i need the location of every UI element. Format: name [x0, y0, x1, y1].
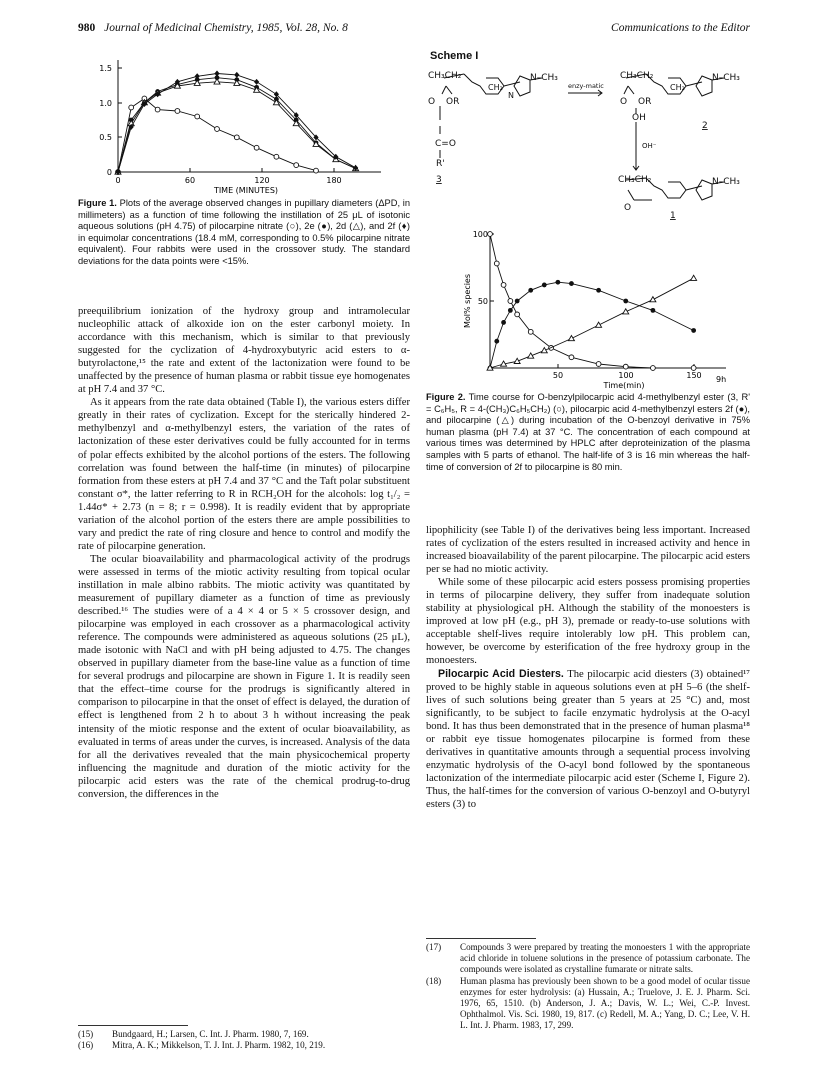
section-title: Communications to the Editor: [611, 22, 750, 34]
scheme-label-hydroxide: OH⁻: [642, 142, 657, 150]
fig1-xtick-0: 60: [184, 176, 196, 185]
scheme-label-o-3: O: [624, 203, 632, 213]
fig1-xtick-1: 120: [254, 176, 270, 185]
series-1-line: [118, 78, 356, 172]
fig2-extra-tick: 9h: [716, 375, 727, 384]
series-3-line: [118, 74, 356, 173]
scheme-label-or: OR: [446, 97, 460, 107]
journal-citation: Journal of Medicinal Chemistry, 1985, Vol. 28, No. 8: [104, 22, 348, 34]
footnote-17: [426, 942, 750, 976]
series-0-point: [488, 232, 493, 237]
scheme-label-compound-3: 3: [436, 175, 442, 185]
scheme-label-compound-2: 2: [702, 121, 708, 131]
series-1-line: [490, 282, 694, 368]
fig1-xtick-origin: 0: [115, 176, 121, 185]
series-3-point: [234, 72, 239, 78]
series-0-point: [691, 366, 696, 371]
left-column: [78, 305, 410, 801]
footnote-text: Human plasma has previously been shown to be a good model of ocular tissue enzymes for ester hydrolysis: (a) Hussain, A.; Truelove, J. E. J. Pharm. Sci. 1976, 65, 1510. (b) Anderson, J. A.; Davis, W. L.; Wei, C.-P. Invest. Ophthalmol. Vis. Sci. 1980, 19, 817. (c) Redell, M. A.; Yang, D. C.; Lee, V. H. L. Int. J. Pharm. 1983, 17, 299.: [460, 975, 750, 1031]
figure-2-caption: [426, 392, 750, 473]
left-footnotes: [78, 1029, 410, 1051]
series-0-point: [314, 168, 319, 173]
series-0-point: [234, 135, 239, 140]
series-0-point: [294, 163, 299, 168]
series-2-point: [273, 100, 279, 105]
series-0-point: [175, 109, 180, 114]
scheme-label-ch2-2: CH₂: [670, 83, 685, 92]
series-1-point: [528, 288, 533, 293]
series-1-point: [651, 308, 656, 313]
series-2-line: [490, 278, 694, 368]
footnote-16: [78, 1040, 410, 1051]
series-0-point: [515, 312, 520, 317]
figure-1-label: Figure 1.: [78, 198, 117, 208]
series-2-point: [568, 336, 574, 341]
fig1-ytick-0: 0: [106, 168, 112, 177]
section-heading: Pilocarpic Acid Diesters.: [438, 667, 564, 680]
paragraph-6: [426, 668, 750, 812]
series-0-point: [274, 154, 279, 159]
footnote-number: (17): [426, 942, 442, 952]
fig1-xlabel: TIME (MINUTES): [213, 186, 279, 195]
series-0-point: [494, 261, 499, 266]
series-0-point: [155, 107, 160, 112]
series-0-point: [508, 299, 513, 304]
paragraph-2: As it appears from the rate data obtained (Table I), the various esters differ greatly in their rates of cyclization. Except for the sterically hindered 2-methylbenzyl and α-methylbenzyl esters, the variation of the rates of lactonization of these ester derivatives could be fully accounted for in terms of polar effects exhibited by the alcohol portions of the esters. The following correlation was found between the half-time (in minutes) of pilocarpine formation from these esters at pH 7.4 and 37 °C and the Taft polar substituent constant σ*, the latter referring to R in RCH₂OH for the alcohols: log t₁/₂ = 1.44σ* + 2.73 (n = 8; r = 0.998). It is readily evident that by appropriate variation of the alcohol portion of the esters there are ample possibilities to vary and predict the rate of ring closure and hence to control and modify the rate of pilocarpine generation.: [78, 397, 410, 552]
series-0-line: [490, 234, 694, 368]
fig2-axes: [490, 234, 726, 368]
series-2-point: [214, 79, 220, 84]
scheme-label-ethyl-2: CH₃CH₂: [620, 71, 654, 81]
series-0-point: [501, 283, 506, 288]
series-0-point: [215, 127, 220, 132]
scheme-bonds: [440, 74, 724, 200]
series-1-point: [555, 280, 560, 285]
footnote-number: (16): [78, 1040, 94, 1051]
fig2-xtick-50: 50: [552, 371, 564, 380]
scheme-label-nme-2: N–CH₃: [712, 73, 740, 83]
fig1-ytick-3: 1.5: [99, 64, 112, 73]
footnote-rule-right: [426, 938, 536, 939]
page-number: 980: [78, 22, 96, 34]
scheme-label-nme: N–CH₃: [530, 73, 558, 83]
fig2-ytick-100: 100: [472, 230, 488, 239]
fig2-ytick-50: 50: [477, 297, 488, 306]
paragraph-1: preequilibrium ionization of the hydroxy group and intramolecular nucleophilic attack of alkoxide ion on the ester carbonyl moiety. In accordance with this mechanism, which is similar to that previously suggested for the cyclization of 4-hydroxybutyric acid esters to α-butyrolactone,¹⁵ the rate and extent of the lactonization were found to be unaffected by the presence of human plasma or rabbit tissue eye homogenates at pH 7.4 and 37 °C.: [78, 306, 410, 396]
series-1-point: [494, 339, 499, 344]
series-2-point: [596, 322, 602, 327]
footnote-rule-left: [78, 1025, 188, 1026]
fig2-ylabel: Mol% species: [463, 273, 472, 329]
scheme-label-rprime: R': [436, 159, 445, 169]
series-2-point: [623, 309, 629, 314]
series-0-point: [569, 355, 574, 360]
series-2-point: [691, 275, 697, 280]
series-0-point: [596, 362, 601, 367]
figure-1-caption: [78, 198, 410, 268]
scheme-enzymatic-label: enzy-matic: [568, 82, 604, 90]
paragraph-3: The ocular bioavailability and pharmacological activity of the prodrugs were assessed in terms of the miotic activity resulting from topical ocular instillation in male albino rabbits. The miotic activity was quantitated by measurement of pupillary diameter as a function of time as previously described.¹⁶ The studies were of a 4 × 4 or 5 × 5 crossover design, and pilocarpine was employed in each crossover as a pharmacological activity reference. The compounds were administered as aqueous solutions (25 μL), made isotonic with NaCl and with pH being adjusted to 4.75. The changes observed in pupillary diameter from the base-line value as a function of time for several prodrugs and pilocarpine are shown in Figure 1. It is readily seen that the effect–time course for the prodrugs is significantly altered in comparison to pilocarpine in that the onset of effect is delayed, the duration of effect is lengthened from 2 h to about 3 h without increasing the peak intensity of the miotic response and the extent of ocular bioavailability, as evaluated in terms of areas under the curves, is increased. Analysis of the data for all the derivatives revealed that the main physicochemical property influencing the magnitude and duration of the miotic activity for the pilocarpic acid esters was the rate of the chemical prodrug-to-drug conversion, the differences in the: [78, 553, 410, 800]
series-1-point: [623, 299, 628, 304]
figure-1-chart: [76, 46, 406, 196]
series-0-point: [651, 366, 656, 371]
scheme-label-co: C=O: [435, 139, 456, 149]
footnote-text: Bundgaard, H.; Larsen, C. Int. J. Pharm. 1980, 7, 169.: [112, 1029, 309, 1039]
fig1-ytick-1: 0.5: [99, 133, 112, 142]
series-2-point: [541, 348, 547, 353]
footnote-number: (15): [78, 1029, 94, 1039]
scheme-label-n: N: [508, 91, 514, 100]
fig1-plot-area: [115, 70, 359, 175]
series-1-point: [515, 299, 520, 304]
series-0-point: [528, 329, 533, 334]
footnote-text: Mitra, A. K.; Mikkelson, T. J. Int. J. Pharm. 1982, 10, 219.: [112, 1040, 326, 1051]
series-1-point: [542, 283, 547, 288]
scheme-label-ethyl: CH₃CH₂: [428, 71, 462, 81]
figure-1-caption-text: Plots of the average observed changes in pupillary diameters (ΔPD, in millimeters) as a function of time following the instillation of 25 μL of isotonic aqueous solutions (pH 4.75) of pilocarpine nitrate (○), 2e (●), 2d (△), and 2f (♦) in equimolar concentrations (18.4 mM, corresponding to 0.5% pilocarpine nitrate equivalent). Four rabbits were used in the crossover study. The standard deviations for the data points were <15%.: [78, 198, 410, 266]
fig1-xtick-2: 180: [326, 176, 342, 185]
footnote-18: [426, 976, 750, 1032]
series-1-point: [596, 288, 601, 293]
paragraph-6-text: The pilocarpic acid diesters (3) obtained¹⁷ proved to be highly stable in aqueous solutions even at pH 5–6 (the shelf-lives of such solutions being greater than 5 years at 25 °C) and, most significantly, to be subject to facile enzymatic hydrolysis at the O-acyl bond. It has thus been demonstrated that in the presence of human plasma¹⁸ or rabbit eye tissue homogenates pilocarpine is formed from these derivatives in quantitative amounts through a sequential process involving enzymatic hydrolysis of the O-acyl bond followed by the spontaneous lactonization of the intermediate pilocarpic acid ester (Scheme I, Figure 2). Thus, the half-times for the conversion of various O-benzoyl and O-butyryl esters (3) to: [426, 668, 750, 810]
right-column: [426, 524, 750, 811]
scheme-title: Scheme I: [430, 50, 479, 62]
fig2-xlabel: Time(min): [603, 381, 645, 390]
figure-2-label: Figure 2.: [426, 392, 466, 402]
scheme-label-ch2: CH₂: [488, 83, 503, 92]
right-footnotes: [426, 942, 750, 1032]
series-1-point: [691, 328, 696, 333]
series-0-point: [195, 114, 200, 119]
figure-2-caption-text: Time course for O-benzylpilocarpic acid 4-methylbenzyl ester (3, R' = C₆H₅, R = 4-(CH₃)C₆H₅CH₂) (○), pilocarpic acid 4-methylbenzyl esters 2f (●), and pilocarpine (△) during incubation of the O-benzoyl derivative in 75% human plasma (pH 7.4) at 37 °C. The concentration of each compound at various times was determined by HPLC after deproteinization of the plasma samples with 5 parts of ethanol. The half-life of 3 is 16 min whereas the half-time of conversion of 2f to pilocarpine is 80 min.: [426, 392, 750, 472]
running-header: [78, 22, 750, 38]
series-3-point: [214, 70, 219, 76]
footnote-15: [78, 1029, 410, 1040]
scheme-label-nme-3: N–CH₃: [712, 177, 740, 187]
scheme-label-or-2: OR: [638, 97, 652, 107]
footnote-text: Compounds 3 were prepared by treating the monoesters 1 with the appropriate acid chloride in toluene solutions in the presence of potassium carbonate. The compounds were isolated as crystalline fumarate or nitrate salts.: [460, 942, 750, 975]
scheme-label-o: O: [428, 97, 436, 107]
fig1-ytick-2: 1.0: [99, 99, 112, 108]
paragraph-5: While some of these pilocarpic acid esters possess promising properties in terms of pilocarpine delivery, they suffer from inadequate solution stability at physiological pH. Although the stability of the monoesters is improved at low pH (e.g., pH 3), premade or ready-to-use solutions with acceptable shelf-lives require intolerably low pH. This problem can, however, be overcome by esterification of the free hydroxy group in the monoesters.: [426, 577, 750, 667]
series-1-point: [508, 308, 513, 313]
scheme-label-o-2: O: [620, 97, 628, 107]
fig2-xtick-150: 150: [686, 371, 702, 380]
fig2-xtick-100: 100: [618, 371, 634, 380]
figure-2-chart: [454, 222, 754, 392]
series-0-point: [129, 105, 134, 110]
scheme-label-ethyl-3: CH₃CH₂: [618, 175, 652, 185]
scheme-label-compound-1: 1: [670, 211, 676, 220]
paragraph-4: lipophilicity (see Table I) of the derivatives being less important. Increased rates of cyclization of the esters resulted in increased activity and hence in increased bioavailability of the parent pilocarpine. The pilocarpic acid esters per se had no miotic activity.: [426, 525, 750, 576]
series-2-line: [118, 82, 356, 172]
scheme-label-oh: OH: [632, 113, 646, 123]
series-0-point: [623, 364, 628, 369]
series-1-point: [501, 320, 506, 325]
footnote-number: (18): [426, 975, 442, 986]
series-1-point: [569, 281, 574, 286]
series-3-point: [254, 79, 259, 85]
series-0-point: [254, 145, 259, 150]
series-2-point: [650, 297, 656, 302]
fig2-plot-area: [487, 232, 697, 371]
fig1-axes: [118, 60, 381, 172]
scheme-1-diagram: [426, 60, 750, 220]
